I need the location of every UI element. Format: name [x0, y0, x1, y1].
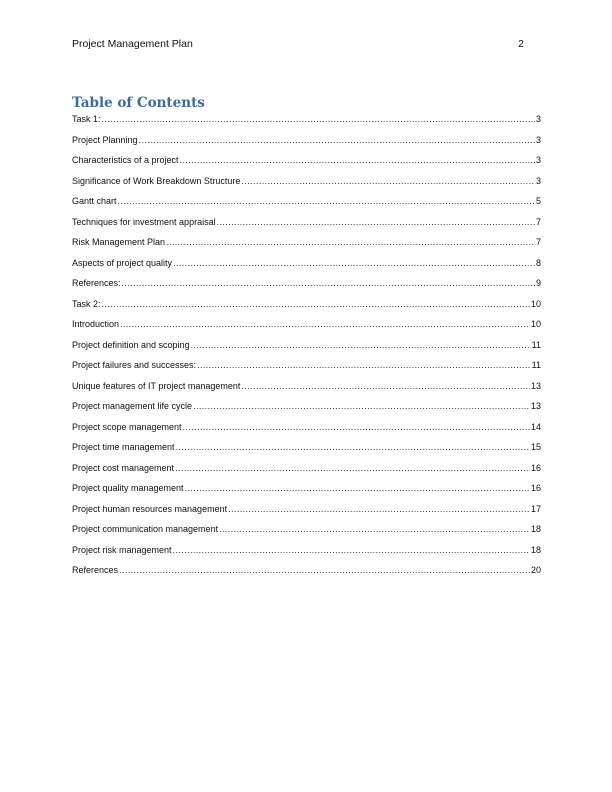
- toc-entry-label[interactable]: Project quality management: [72, 483, 184, 493]
- toc-dot-leader: [102, 298, 530, 310]
- toc-dot-leader: [197, 359, 531, 371]
- toc-entry-label[interactable]: References: [72, 565, 119, 575]
- toc-entry-label[interactable]: Project definition and scoping: [72, 339, 190, 350]
- toc-dot-leader: [183, 421, 530, 433]
- toc-entry[interactable]: [72, 195, 541, 216]
- toc-entry-page-number[interactable]: 16: [530, 483, 541, 493]
- toc-entry[interactable]: [72, 462, 541, 483]
- toc-entry-page-number[interactable]: 11: [531, 360, 541, 370]
- toc-entry[interactable]: [72, 175, 541, 196]
- toc-entry-label[interactable]: Project Planning: [72, 134, 138, 145]
- toc-entry-label[interactable]: Project scope management: [72, 421, 182, 432]
- toc-entry[interactable]: [72, 257, 541, 278]
- toc-entry[interactable]: [72, 421, 541, 442]
- toc-entry-label[interactable]: Task 1:: [72, 114, 101, 124]
- toc-entry-label[interactable]: Gantt chart: [72, 196, 117, 206]
- toc-entry-page-number[interactable]: 10: [530, 319, 541, 329]
- toc-entry[interactable]: [72, 339, 541, 360]
- toc-entry-page-number[interactable]: 3: [535, 175, 541, 186]
- toc-entry[interactable]: [72, 503, 541, 524]
- toc-entry[interactable]: [72, 359, 541, 380]
- toc-entry-label[interactable]: Techniques for investment appraisal: [72, 216, 216, 227]
- toc-dot-leader: [228, 503, 530, 515]
- toc-entry[interactable]: [72, 544, 541, 565]
- toc-dot-leader: [122, 277, 535, 289]
- toc-dot-leader: [118, 195, 535, 207]
- toc-entry-label[interactable]: Risk Management Plan: [72, 237, 166, 247]
- toc-list: [72, 113, 541, 585]
- toc-entry-page-number[interactable]: 15: [530, 442, 541, 452]
- toc-entry[interactable]: [72, 277, 541, 298]
- toc-entry-page-number[interactable]: 8: [535, 257, 541, 268]
- toc-entry[interactable]: [72, 154, 541, 175]
- toc-entry[interactable]: [72, 298, 541, 319]
- toc-entry-label[interactable]: Project time management: [72, 442, 175, 452]
- toc-entry-page-number[interactable]: 17: [530, 503, 541, 514]
- toc-entry-page-number[interactable]: 13: [530, 401, 541, 411]
- toc-dot-leader: [193, 400, 530, 412]
- toc-entry-label[interactable]: Project management life cycle: [72, 401, 193, 411]
- toc-dot-leader: [173, 544, 530, 556]
- toc-entry[interactable]: [72, 236, 541, 257]
- toc-dot-leader: [173, 257, 535, 269]
- toc-dot-leader: [119, 564, 530, 576]
- toc-entry[interactable]: [72, 523, 541, 544]
- toc-entry-label[interactable]: Project cost management: [72, 462, 175, 473]
- toc-entry-page-number[interactable]: 11: [531, 339, 541, 350]
- toc-dot-leader: [166, 236, 535, 248]
- toc-entry-page-number[interactable]: 7: [535, 237, 541, 247]
- toc-dot-leader: [241, 175, 535, 187]
- toc-entry-page-number[interactable]: 14: [530, 421, 541, 432]
- header-title: Project Management Plan: [72, 38, 193, 50]
- toc-entry-page-number[interactable]: 3: [535, 155, 541, 165]
- toc-dot-leader: [139, 134, 535, 146]
- toc-dot-leader: [219, 523, 530, 535]
- toc-entry-page-number[interactable]: 7: [535, 216, 541, 227]
- toc-entry[interactable]: [72, 318, 541, 339]
- toc-entry-page-number[interactable]: 10: [530, 298, 541, 309]
- toc-entry-label[interactable]: Introduction: [72, 319, 120, 329]
- toc-entry[interactable]: [72, 400, 541, 421]
- toc-entry-label[interactable]: Aspects of project quality: [72, 257, 173, 268]
- toc-entry-page-number[interactable]: 3: [535, 114, 541, 124]
- toc-entry[interactable]: [72, 134, 541, 155]
- toc-entry-label[interactable]: Characteristics of a project: [72, 155, 179, 165]
- toc-entry-label[interactable]: References:: [72, 278, 121, 288]
- toc-entry-label[interactable]: Task 2:: [72, 298, 101, 309]
- toc-entry[interactable]: [72, 564, 541, 585]
- toc-entry[interactable]: [72, 482, 541, 503]
- toc-dot-leader: [175, 462, 530, 474]
- toc-entry-page-number[interactable]: 9: [535, 278, 541, 288]
- toc-entry[interactable]: [72, 113, 541, 134]
- toc-entry-page-number[interactable]: 5: [535, 196, 541, 206]
- toc-entry-page-number[interactable]: 18: [530, 524, 541, 534]
- toc-entry-label[interactable]: Project communication management: [72, 524, 219, 534]
- toc-entry-page-number[interactable]: 13: [530, 380, 541, 391]
- toc-entry-label[interactable]: Project human resources management: [72, 503, 228, 514]
- page-header: [72, 37, 524, 51]
- toc-dot-leader: [241, 380, 530, 392]
- toc-heading: Table of Contents: [72, 95, 205, 111]
- toc-entry-label[interactable]: Project failures and successes:: [72, 360, 197, 370]
- toc-dot-leader: [185, 482, 530, 494]
- toc-dot-leader: [102, 113, 535, 125]
- toc-dot-leader: [180, 154, 535, 166]
- toc-entry-page-number[interactable]: 16: [530, 462, 541, 473]
- toc-dot-leader: [120, 318, 530, 330]
- toc-entry-label[interactable]: Project risk management: [72, 544, 172, 555]
- toc-entry-label[interactable]: Unique features of IT project management: [72, 380, 241, 391]
- toc-entry-page-number[interactable]: 20: [530, 565, 541, 575]
- toc-dot-leader: [191, 339, 531, 351]
- toc-entry[interactable]: [72, 441, 541, 462]
- header-page-number: 2: [518, 38, 524, 50]
- toc-entry[interactable]: [72, 216, 541, 237]
- toc-entry-page-number[interactable]: 3: [535, 134, 541, 145]
- toc-dot-leader: [176, 441, 530, 453]
- toc-entry-label[interactable]: Significance of Work Breakdown Structure: [72, 175, 241, 186]
- toc-entry[interactable]: [72, 380, 541, 401]
- toc-dot-leader: [217, 216, 535, 228]
- toc-entry-page-number[interactable]: 18: [530, 544, 541, 555]
